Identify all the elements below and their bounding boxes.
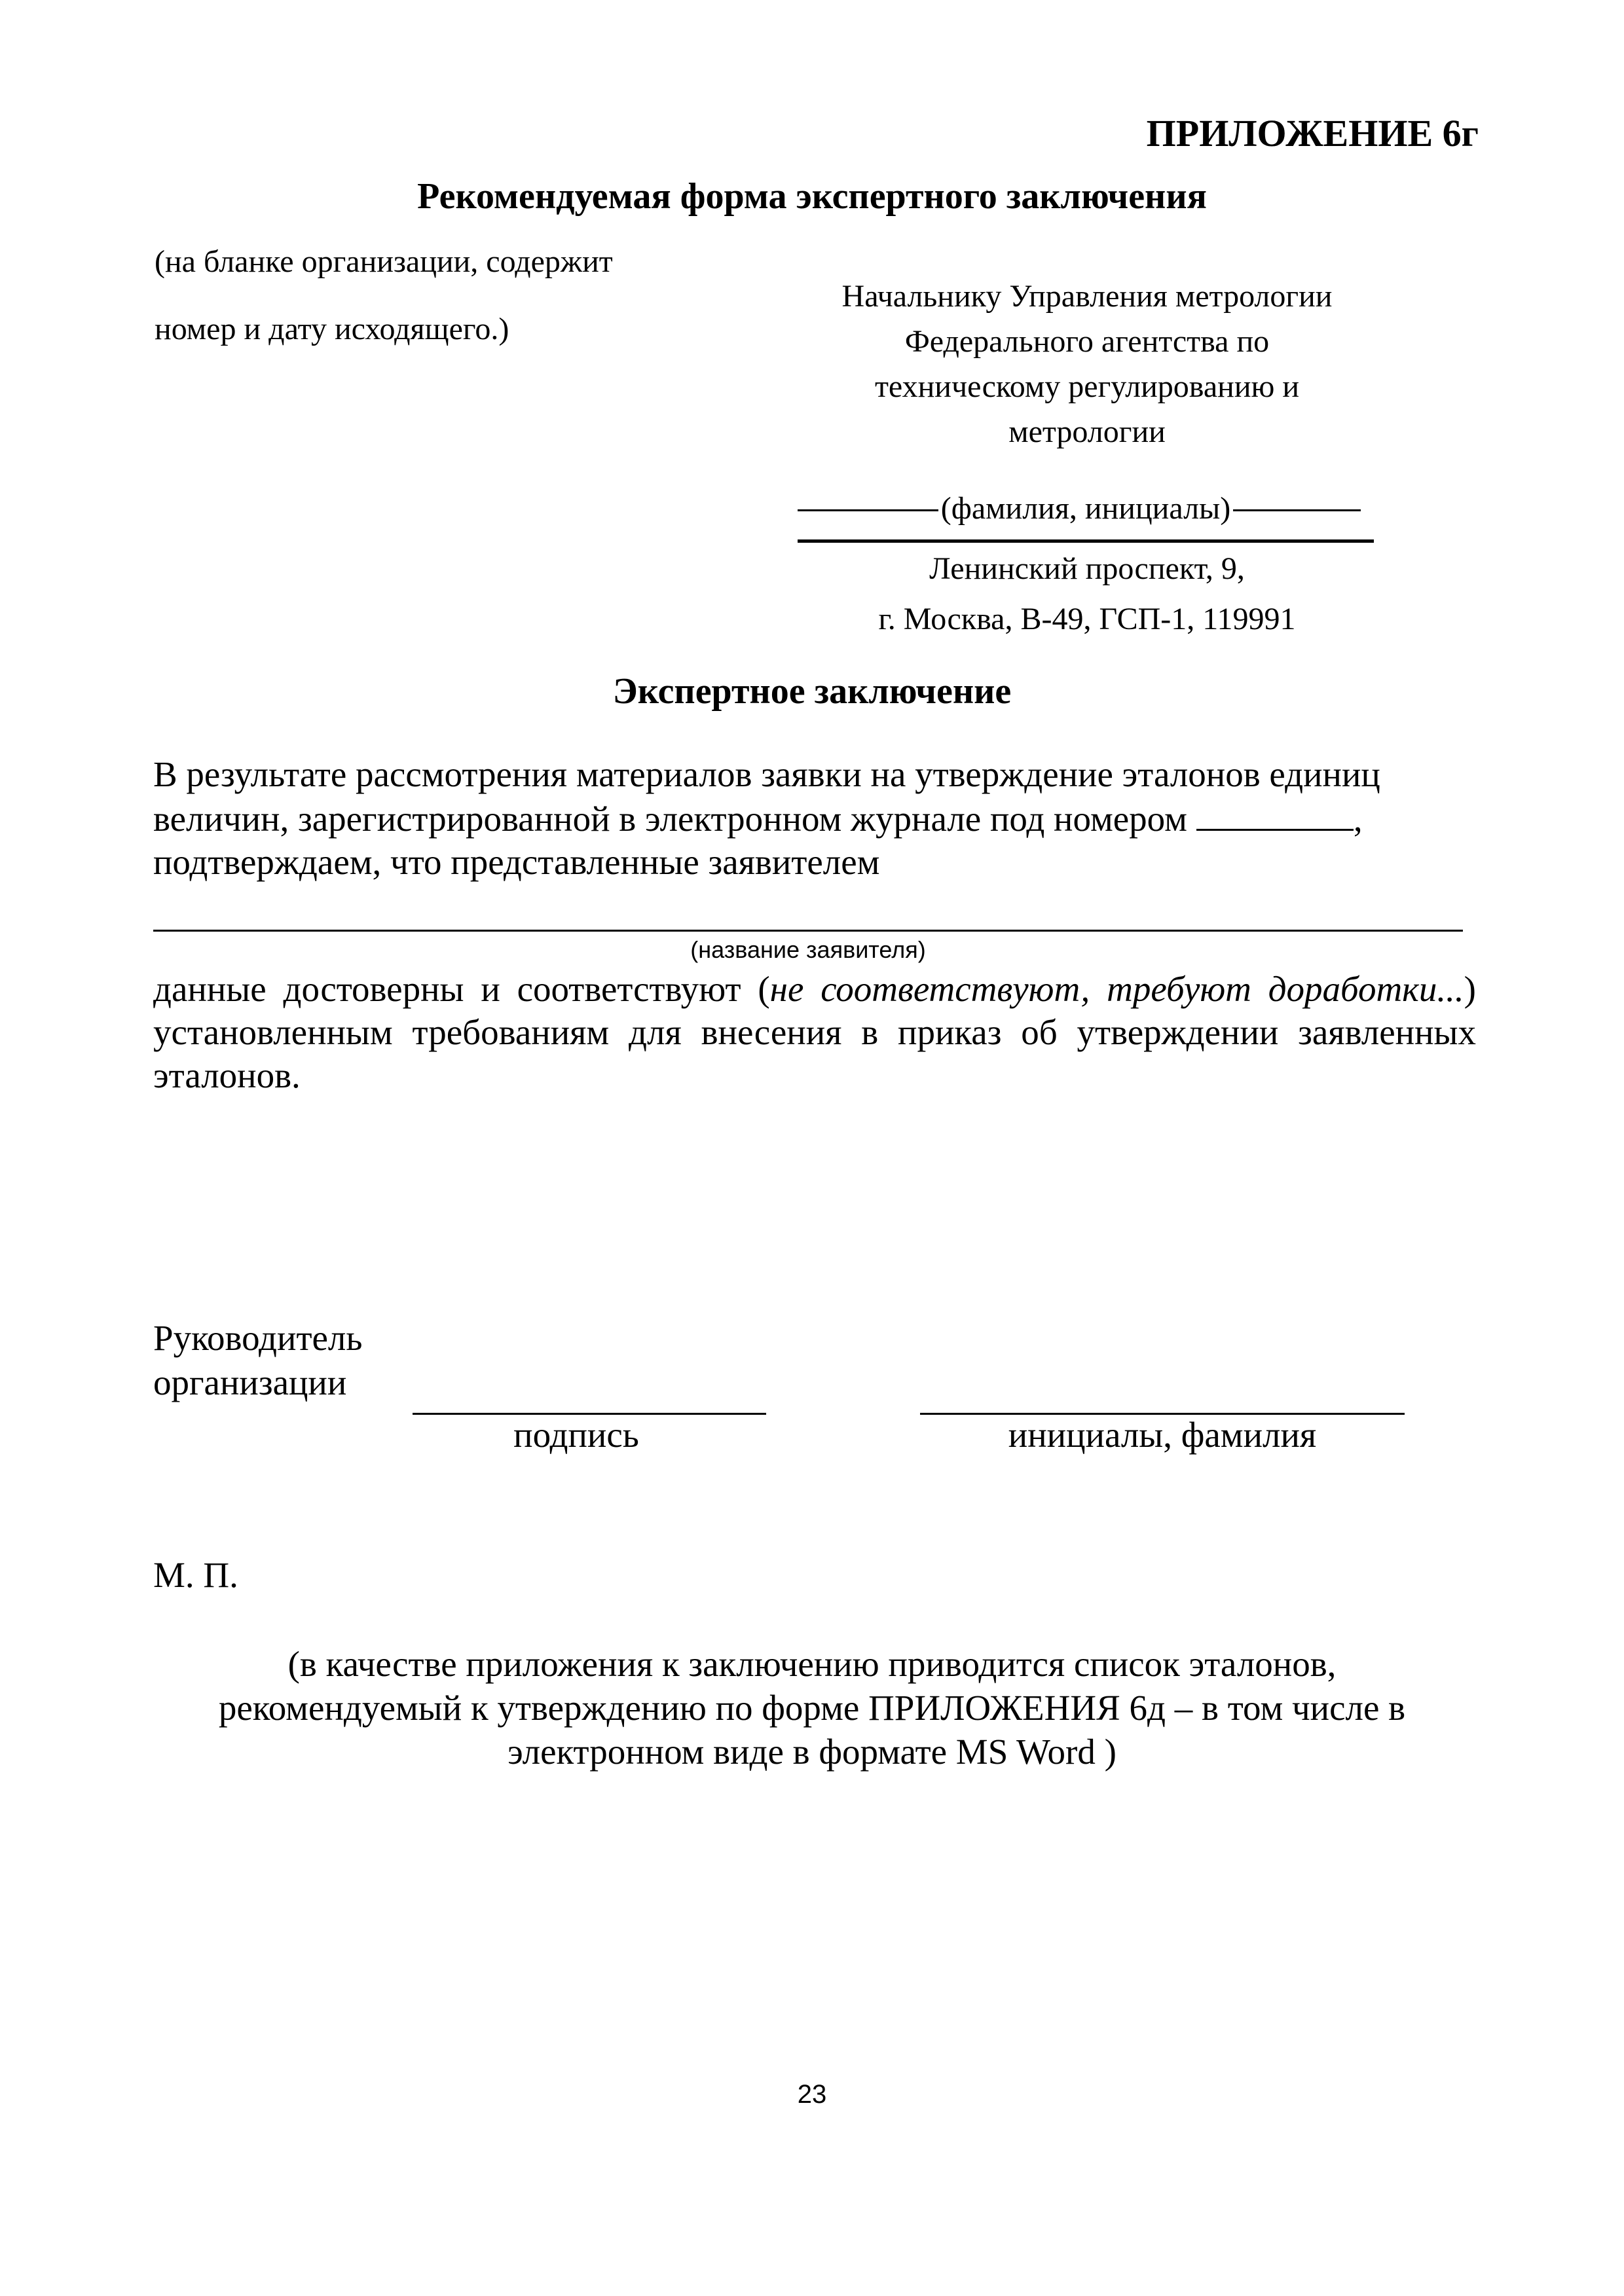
addressee-block bbox=[805, 274, 1369, 454]
letterhead-note-line1: (на бланке организации, содержит bbox=[155, 244, 613, 279]
conclusion-paragraph-1 bbox=[153, 753, 1476, 884]
registration-number-blank bbox=[1196, 796, 1354, 831]
addressee-line: метрологии bbox=[1008, 414, 1166, 449]
name-placeholder: (фамилия, инициалы) bbox=[938, 491, 1234, 526]
note-line: электронном виде в формате MS Word ) bbox=[507, 1732, 1116, 1772]
conclusion-paragraph-2 bbox=[153, 968, 1476, 1097]
addressee-name-field bbox=[798, 490, 1374, 530]
form-title: Рекомендуемая форма экспертного заключения bbox=[417, 176, 1207, 217]
paragraph2-text: данные достоверны и соответствуют ( bbox=[153, 969, 770, 1009]
stamp-label: М. П. bbox=[153, 1555, 238, 1595]
paragraph1-text: В результате рассмотрения материалов заявки на утверждение эталонов единиц величин, зарегистрированной в электронном журнале под номером bbox=[153, 754, 1380, 839]
conclusion-title: Экспертное заключение bbox=[612, 671, 1012, 712]
paragraph1-text-end: подтверждаем, что представленные заявителем bbox=[153, 842, 880, 882]
paragraph2-text-end: ) установленным требованиям для внесения в приказ об утверждении заявленных эталонов. bbox=[153, 969, 1476, 1095]
note-line: рекомендуемый к утверждению по форме ПРИЛОЖЕНИЯ 6д – в том числе в bbox=[218, 1688, 1406, 1728]
signer-role-line2: организации bbox=[153, 1362, 347, 1402]
address-line: г. Москва, В-49, ГСП-1, 119991 bbox=[878, 602, 1296, 636]
paragraph2-italic: не соответствуют, требуют доработки... bbox=[769, 969, 1464, 1009]
note-line: (в качестве приложения к заключению приводится список эталонов, bbox=[287, 1644, 1337, 1684]
addressee-line: Начальнику Управления метрологии bbox=[841, 279, 1333, 314]
signature-label: подпись bbox=[513, 1415, 639, 1455]
name-underline bbox=[798, 539, 1374, 543]
address-line: Ленинский проспект, 9, bbox=[929, 551, 1245, 586]
signer-role-line1: Руководитель bbox=[153, 1318, 363, 1358]
applicant-label: (название заявителя) bbox=[690, 936, 926, 963]
attachment-note bbox=[0, 1642, 1624, 1774]
appendix-label: ПРИЛОЖЕНИЕ 6г bbox=[1146, 112, 1479, 155]
page-number: 23 bbox=[797, 2080, 827, 2109]
signer-name-label: инициалы, фамилия bbox=[1008, 1415, 1317, 1455]
addressee-line: техническому регулированию и bbox=[874, 369, 1300, 404]
addressee-line: Федерального агентства по bbox=[904, 324, 1270, 359]
address-block bbox=[805, 543, 1369, 644]
paragraph1-comma: , bbox=[1353, 799, 1363, 839]
letterhead-note-line2: номер и дату исходящего.) bbox=[155, 312, 509, 346]
applicant-name-line bbox=[153, 930, 1463, 932]
